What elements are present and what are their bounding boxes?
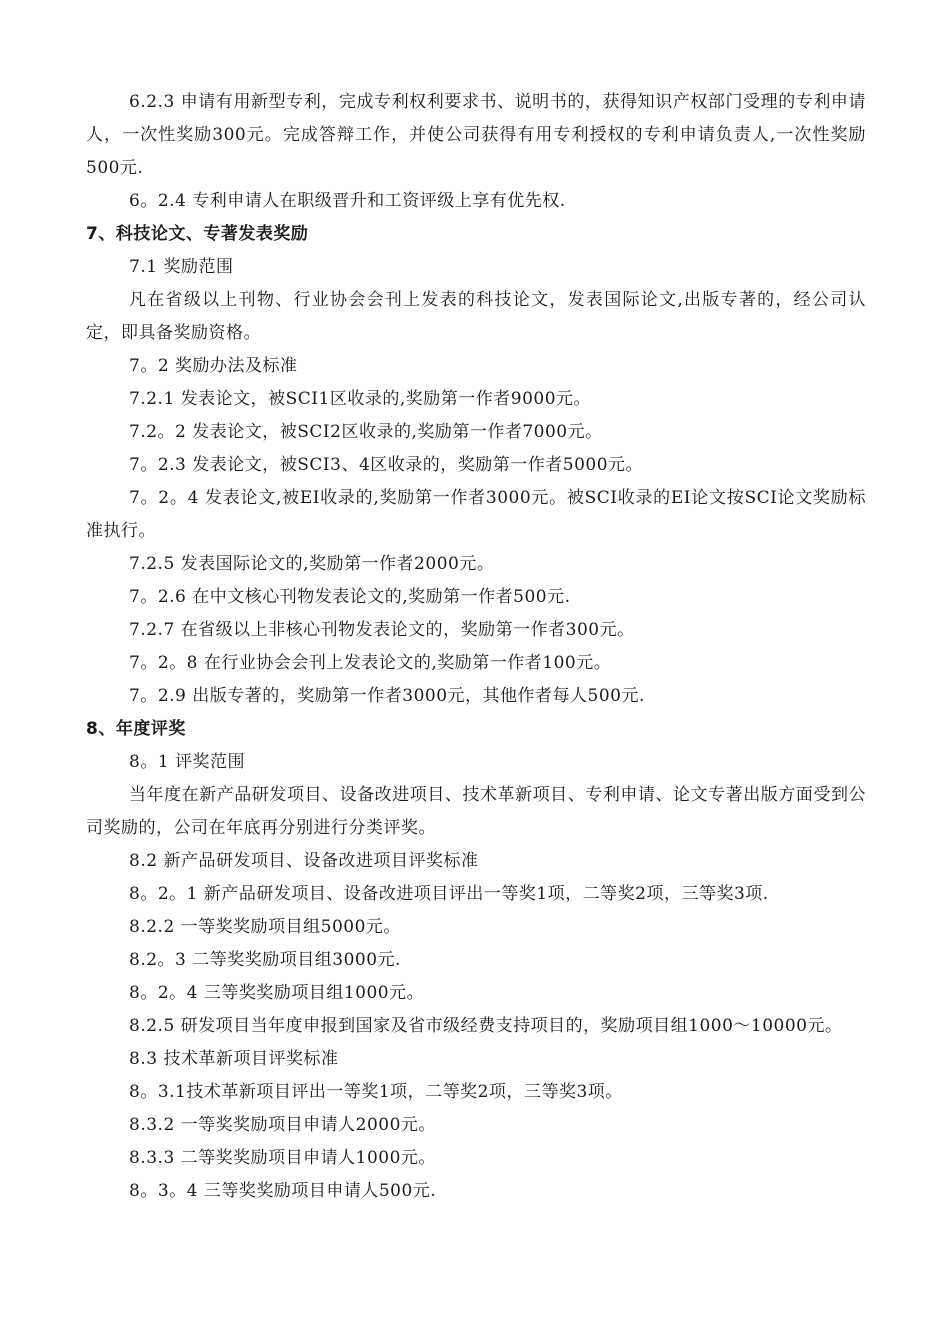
section-heading-7: 7、科技论文、专著发表奖励	[86, 224, 309, 244]
clause-8-2-2: 8.2.2 一等奖奖励项目组5000元。	[129, 917, 401, 937]
document-page	[86, 86, 866, 1208]
clause-8-3-3: 8.3.3 二等奖奖励项目申请人1000元。	[129, 1148, 436, 1168]
clause-7-2-9: 7。2.9 出版专著的，奖励第一作者3000元，其他作者每人500元.	[129, 686, 645, 706]
clause-8-3-2: 8.3.2 一等奖奖励项目申请人2000元。	[129, 1115, 436, 1135]
clause-7-2-3: 7。2.3 发表论文，被SCI3、4区收录的，奖励第一作者5000元。	[129, 455, 644, 475]
clause-7-2-7: 7.2.7 在省级以上非核心刊物发表论文的，奖励第一作者300元。	[129, 620, 635, 640]
clause-7-2-5: 7.2.5 发表国际论文的,奖励第一作者2000元。	[129, 554, 495, 574]
clause-8-3-1: 8。3.1技术革新项目评出一等奖1项，二等奖2项，三等奖3项。	[129, 1082, 623, 1102]
clause-8-3: 8.3 技术革新项目评奖标准	[129, 1049, 339, 1069]
clause-8-2-4: 8。2。4 三等奖奖励项目组1000元。	[129, 983, 425, 1003]
clause-8-3-4: 8。3。4 三等奖奖励项目申请人500元.	[129, 1181, 437, 1201]
paragraph-7-1-body: 凡在省级以上刊物、行业协会会刊上发表的科技论文，发表国际论文,出版专著的，经公司认定，即具备奖励资格。	[86, 290, 866, 343]
clause-7-2-4: 7。2。4 发表论文,被EI收录的,奖励第一作者3000元。被SCI收录的EI论文按SCI论文奖励标准执行。	[86, 488, 866, 541]
paragraph-8-1-body: 当年度在新产品研发项目、设备改进项目、技术革新项目、专利申请、论文专著出版方面受到公司奖励的，公司在年底再分别进行分类评奖。	[86, 785, 866, 838]
clause-7-2-1: 7.2.1 发表论文，被SCI1区收录的,奖励第一作者9000元。	[129, 389, 592, 409]
clause-6-2-4: 6。2.4 专利申请人在职级晋升和工资评级上享有优先权.	[129, 191, 566, 211]
clause-7-1: 7.1 奖励范围	[129, 257, 234, 277]
clause-8-2-5: 8.2.5 研发项目当年度申报到国家及省市级经费支持项目的，奖励项目组1000～10000元。	[129, 1016, 843, 1036]
clause-8-2-1: 8。2。1 新产品研发项目、设备改进项目评出一等奖1项，二等奖2项，三等奖3项.	[129, 884, 769, 904]
clause-6-2-3: 6.2.3 申请有用新型专利，完成专利权利要求书、说明书的，获得知识产权部门受理的专利申请人，一次性奖励300元。完成答辩工作，并使公司获得有用专利授权的专利申请负责人,一次性奖励500元.	[86, 92, 866, 178]
clause-7-2-2: 7.2。2 发表论文，被SCI2区收录的,奖励第一作者7000元。	[129, 422, 603, 442]
section-heading-8: 8、年度评奖	[86, 719, 186, 739]
clause-7-2-6: 7。2.6 在中文核心刊物发表论文的,奖励第一作者500元.	[129, 587, 571, 607]
clause-7-2-8: 7。2。8 在行业协会会刊上发表论文的,奖励第一作者100元。	[129, 653, 612, 673]
clause-8-2-3: 8.2。3 二等奖奖励项目组3000元.	[129, 950, 401, 970]
clause-8-1: 8。1 评奖范围	[129, 752, 246, 772]
clause-8-2: 8.2 新产品研发项目、设备改进项目评奖标准	[129, 851, 479, 871]
clause-7-2: 7。2 奖励办法及标准	[129, 356, 298, 376]
